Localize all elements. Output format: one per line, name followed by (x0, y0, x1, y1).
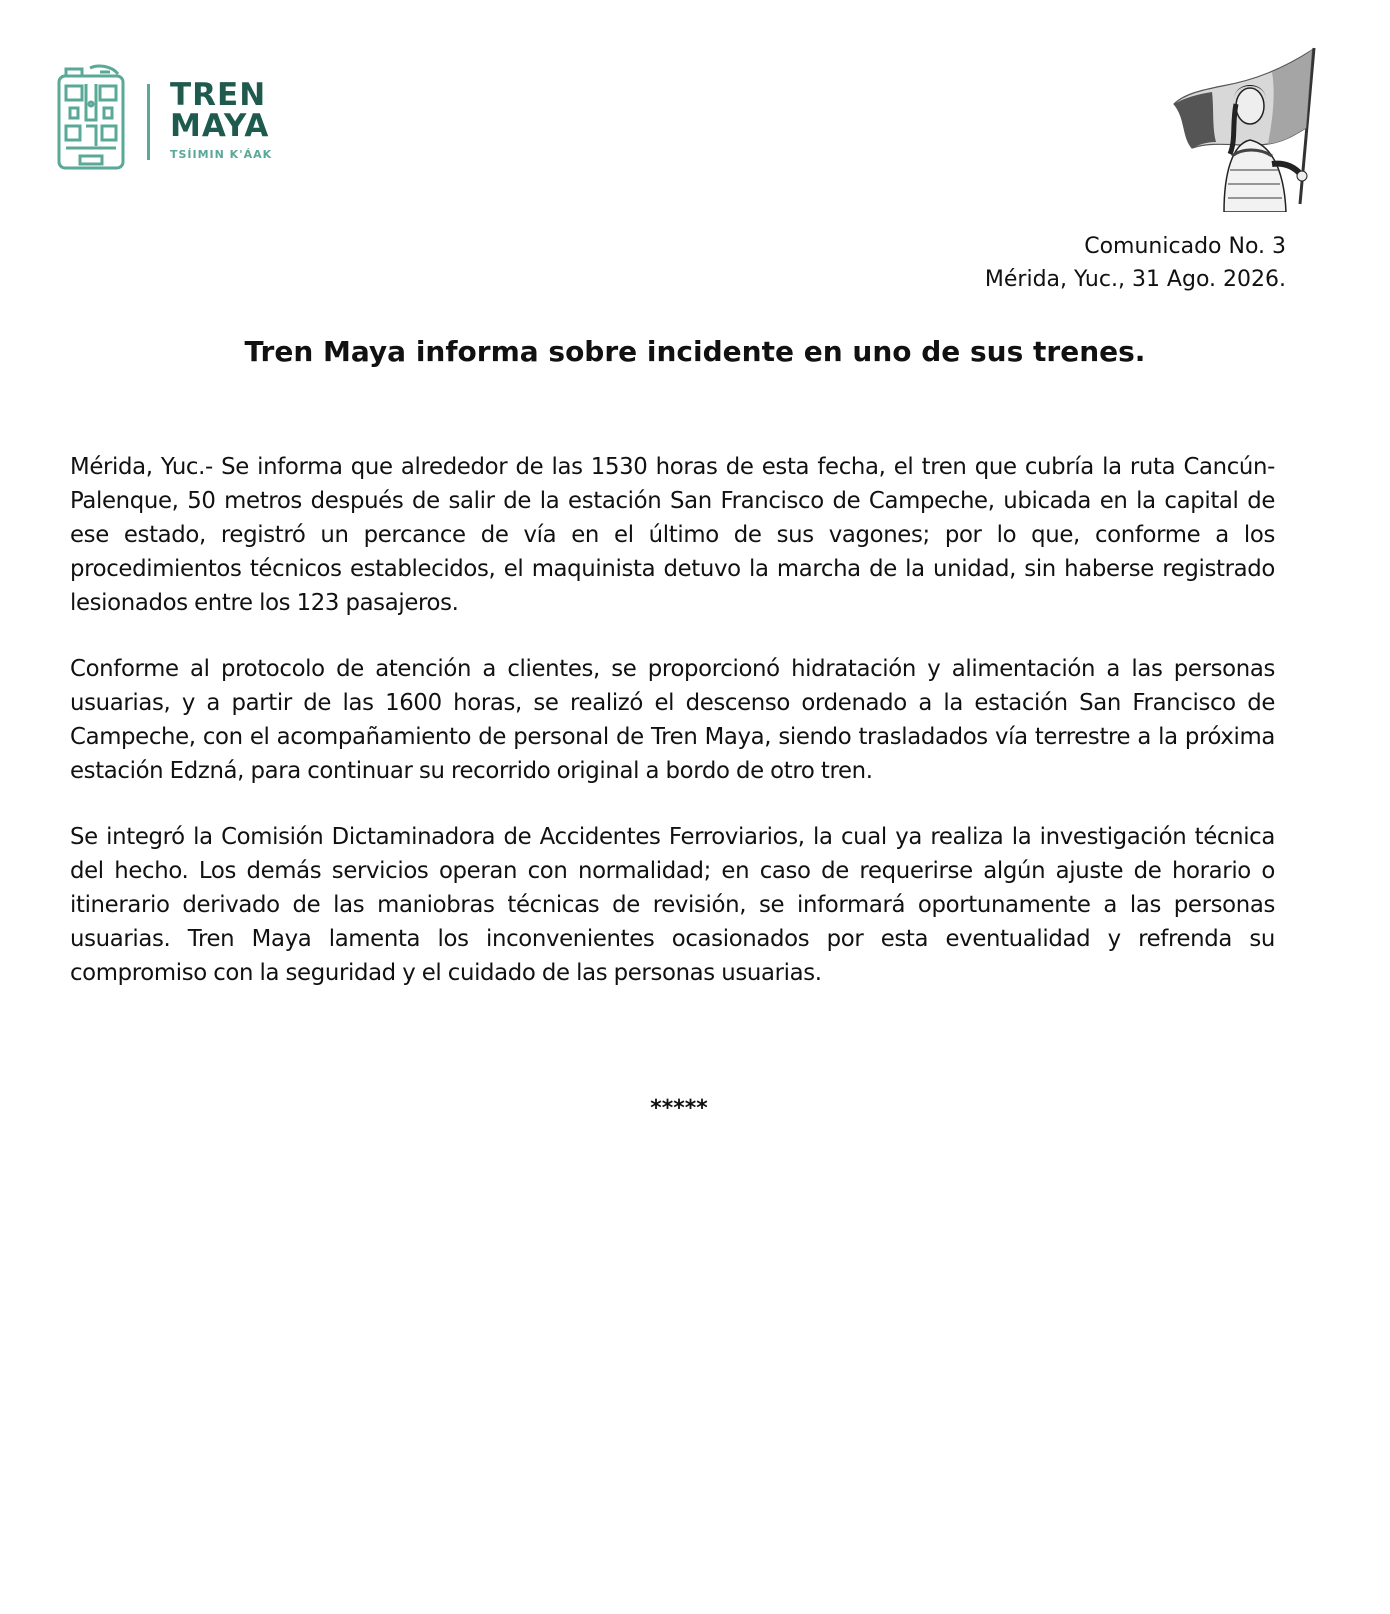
body-paragraph-1: Mérida, Yuc.- Se informa que alrededor de las 1530 horas de esta fecha, el tren que cubría la ruta Cancún-Palenque, 50 metros después de salir de la estación San Francisco de Campeche, ubicada en la capital de ese estado, registró un percance de vía en el último de sus vagones; por lo que, conforme a los procedimientos técnicos establecidos, el maquinista detuvo la marcha de la unidad, sin haberse registrado lesionados entre los 123 pasajeros. (70, 454, 1275, 616)
communique-number: Comunicado No. 3 (1084, 234, 1286, 259)
closing-mark: ***** (650, 1096, 708, 1121)
logo-title-line1: TREN (170, 77, 267, 113)
logo-wordmark (170, 77, 300, 161)
logo-title-line2: MAYA (170, 108, 270, 144)
body-paragraph-3: Se integró la Comisión Dictaminadora de Accidentes Ferroviarios, la cual ya realiza la investigación técnica del hecho. Los demás servicios operan con normalidad; en caso de requerirse algún ajuste de horario o itinerario derivado de las maniobras técnicas de revisión, se informará oportunamente a las personas usuarias. Tren Maya lamenta los inconvenientes ocasionados por esta eventualidad y refrenda su compromiso con la seguridad y el cuidado de las personas usuarias. (70, 824, 1275, 986)
tren-maya-glyph-icon (56, 64, 126, 172)
page-title: Tren Maya informa sobre incidente en uno de sus trenes. (244, 335, 1146, 368)
logo-divider (147, 84, 150, 160)
logo-subtitle: TSÍIMIN K'ÁAK (170, 148, 273, 161)
woman-with-flag-illustration (1172, 44, 1324, 212)
communique-meta (985, 230, 1286, 296)
body-paragraph-2: Conforme al protocolo de atención a clientes, se proporcionó hidratación y alimentación a las personas usuarias, y a partir de las 1600 horas, se realizó el descenso ordenado a la estación San Francisco de Campeche, con el acompañamiento de personal de Tren Maya, siendo trasladados vía terrestre a la próxima estación Edzná, para continuar su recorrido original a bordo de otro tren. (70, 656, 1275, 784)
place-date: Mérida, Yuc., 31 Ago. 2026. (984, 267, 1286, 292)
